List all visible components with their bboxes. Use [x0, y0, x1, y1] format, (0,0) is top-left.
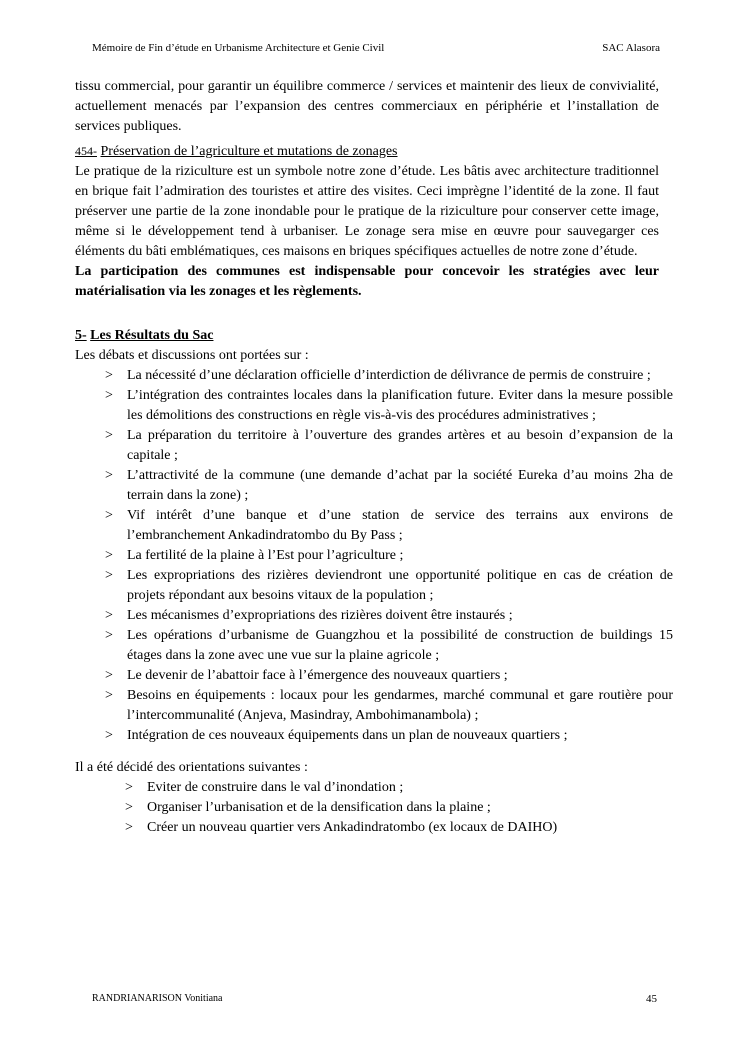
list-item [75, 426, 673, 466]
list-item-text: Les mécanismes d’expropriations des rizières doivent être instaurés ; [127, 608, 513, 623]
list-item [75, 798, 659, 818]
list-item-text: Les expropriations des rizières deviendront une opportunité politique en cas de création de projets répondant aux besoins vitaux de la population ; [127, 568, 673, 603]
running-header-title: Mémoire de Fin d’étude en Urbanisme Architecture et Genie Civil [92, 42, 385, 54]
section-5-heading [75, 326, 659, 346]
list-item-text: La fertilité de la plaine à l’Est pour l’agriculture ; [127, 548, 404, 563]
bullet-marker: > [125, 800, 133, 815]
list-item-text: La préparation du territoire à l’ouverture des grandes artères et au besoin d’expansion de la capitale ; [127, 428, 673, 463]
list-item-text: Eviter de construire dans le val d’inondation ; [147, 780, 404, 795]
list-item-text: L’attractivité de la commune (une demande d’achat par la société Eureka d’au moins 2ha de terrain dans la zone) ; [127, 468, 673, 503]
list-item-text: Les opérations d’urbanisme de Guangzhou et la possibilité de construction de buildings 15 étages dans la zone avec une vue sur la plaine agricole ; [127, 628, 673, 663]
section-454-heading [75, 141, 659, 162]
list-item-text: Organiser l’urbanisation et de la densification dans la plaine ; [147, 800, 491, 815]
list-item [75, 778, 659, 798]
bullet-marker: > [105, 728, 113, 743]
list-item-text: Créer un nouveau quartier vers Ankadindratombo (ex locaux de DAIHO) [147, 820, 558, 835]
list-item [75, 566, 673, 606]
section-5-title: Les Résultats du Sac [90, 328, 214, 343]
list-item [75, 546, 673, 566]
bullet-marker: > [105, 428, 113, 443]
results-list [75, 366, 673, 746]
list-item [75, 666, 673, 686]
list-item-text: La nécessité d’une déclaration officielle d’interdiction de délivrance de permis de construire ; [127, 368, 651, 383]
page-number: 45 [646, 993, 657, 1005]
bullet-marker: > [105, 468, 113, 483]
list-item [75, 606, 673, 626]
list-item-text: Le devenir de l’abattoir face à l’émergence des nouveaux quartiers ; [127, 668, 508, 683]
bullet-marker: > [125, 780, 133, 795]
bullet-marker: > [105, 628, 113, 643]
bullet-marker: > [105, 688, 113, 703]
list-item [75, 686, 673, 726]
decided-intro: Il a été décidé des orientations suivantes : [75, 760, 308, 775]
list-item [75, 366, 673, 386]
bullet-marker: > [105, 608, 113, 623]
bullet-marker: > [105, 368, 113, 383]
section-454-number: 454- [75, 144, 97, 158]
section-454-body: Le pratique de la riziculture est un symbole notre zone d’étude. Les bâtis avec architecture traditionnel en brique fait l’admiration des touristes et attire des visites. Ceci imprègne l’identité de la zone. Il faut préserver une partie de la zone inondable pour le pratique de la riziculture pour conserver cette image, même si le développement tend à urbaniser. Le zonage sera mise en œuvre pour sauvegarger ces éléments du bâti emblématiques, ces maisons en briques spécifiques actuelles de notre zone d’étude. [75, 164, 659, 259]
bullet-marker: > [105, 668, 113, 683]
footer-author: RANDRIANARISON Vonitiana [92, 993, 223, 1004]
section-454-bold-statement: La participation des communes est indispensable pour concevoir les stratégies avec leur matérialisation via les zonages et les règlements. [75, 264, 659, 299]
list-item [75, 466, 673, 506]
list-item-text: Besoins en équipements : locaux pour les gendarmes, marché communal et gare routière pour l’intercommunalité (Anjeva, Masindray, Ambohimanambola) ; [127, 688, 673, 723]
running-header-author: SAC Alasora [602, 42, 660, 54]
bullet-marker: > [125, 820, 133, 835]
list-item [75, 386, 673, 426]
intro-paragraph: tissu commercial, pour garantir un équilibre commerce / services et maintenir des lieux de convivialité, actuellement menacés par l’expansion des centres commerciaux en périphérie et l’installation de services publiques. [75, 79, 659, 134]
list-item-text: Vif intérêt d’une banque et d’une station de service des terrains aux environs de l’embranchement Ankadindratombo du By Pass ; [127, 508, 673, 543]
section-5-number: 5- [75, 328, 87, 343]
list-item-text: Intégration de ces nouveaux équipements dans un plan de nouveaux quartiers ; [127, 728, 568, 743]
orientations-list [75, 778, 659, 838]
section-5-intro: Les débats et discussions ont portées sur : [75, 348, 309, 363]
list-item [75, 506, 673, 546]
bullet-marker: > [105, 568, 113, 583]
page-body [75, 77, 673, 838]
bullet-marker: > [105, 508, 113, 523]
list-item [75, 626, 673, 666]
list-item [75, 818, 659, 838]
list-item-text: L’intégration des contraintes locales dans la planification future. Eviter dans la mesure possible les démolitions des constructions en règle vis-à-vis des procédures administratives ; [127, 388, 673, 423]
section-454-title: Préservation de l’agriculture et mutations de zonages [100, 144, 398, 159]
bullet-marker: > [105, 388, 113, 403]
bullet-marker: > [105, 548, 113, 563]
list-item [75, 726, 673, 746]
